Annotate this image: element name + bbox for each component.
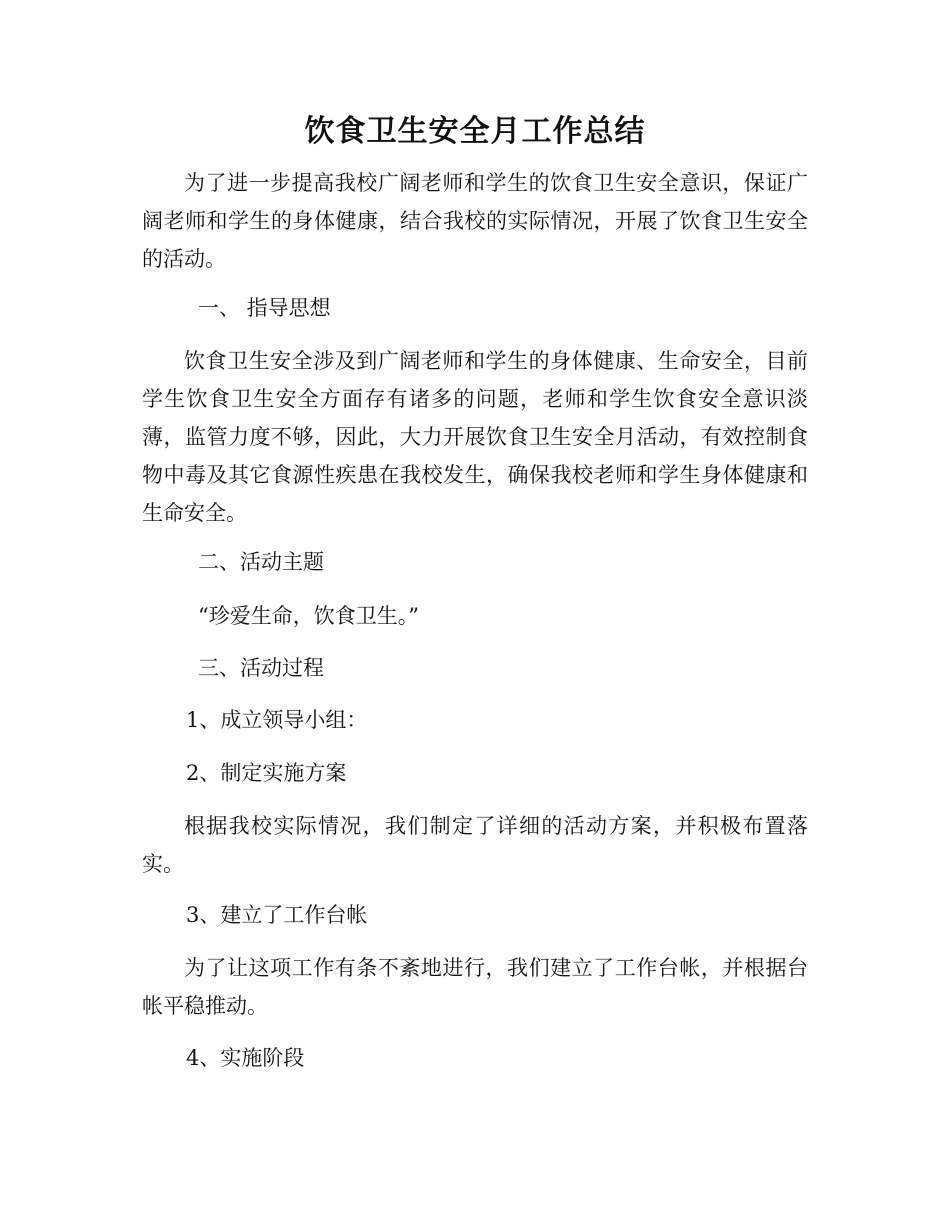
section1-heading: 一、 指导思想	[198, 296, 331, 320]
section3-heading: 三、活动过程	[198, 656, 324, 680]
step3-body: 为了让这项工作有条不紊地进行，我们建立了工作台帐，并根据台帐平稳推动。	[142, 956, 808, 1018]
step1-heading: 1、成立领导小组：	[186, 708, 368, 732]
step2-body: 根据我校实际情况，我们制定了详细的活动方案，并积极布置落实。	[142, 814, 808, 876]
section2-slogan: “珍爱生命，饮食卫生。”	[198, 604, 419, 628]
step3-heading: 3、建立了工作台帐	[186, 903, 368, 927]
step2-heading: 2、制定实施方案	[186, 761, 347, 785]
document-title: 饮食卫生安全月工作总结	[304, 114, 646, 149]
step4-heading: 4、实施阶段	[186, 1046, 305, 1070]
section1-body: 饮食卫生安全涉及到广阔老师和学生的身体健康、生命安全，目前学生饮食卫生安全方面存有诸多的问题，老师和学生饮食安全意识淡薄，监管力度不够，因此，大力开展饮食卫生安全月活动，有效控制食物中毒及其它食源性疾患在我校发生，确保我校老师和学生身体健康和生命安全。	[142, 349, 808, 525]
section2-heading: 二、活动主题	[198, 550, 324, 574]
intro-paragraph: 为了进一步提高我校广阔老师和学生的饮食卫生安全意识，保证广阔老师和学生的身体健康，结合我校的实际情况，开展了饮食卫生安全的活动。	[142, 171, 808, 271]
